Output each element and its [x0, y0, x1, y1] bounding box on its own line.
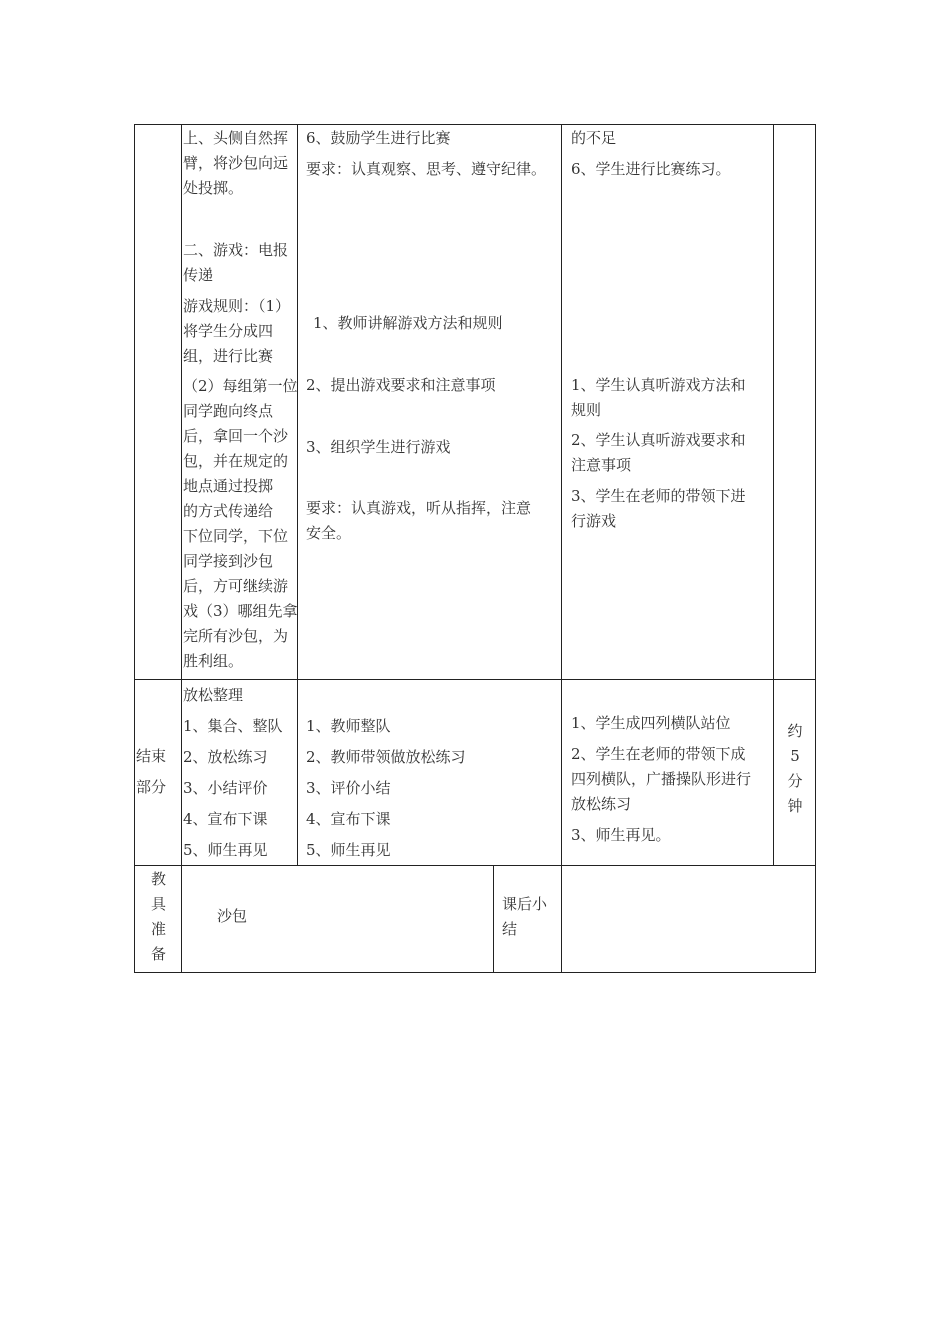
teacher-requirement-line: 安全。: [306, 524, 352, 542]
student-activity-line: 四列横队，广播操队形进行: [571, 770, 752, 788]
student-activity-line: 1、学生认真听游戏方法和: [571, 376, 746, 394]
game-rules-detail: [183, 374, 298, 674]
section-label-line: 部分: [136, 778, 167, 796]
student-activity-block: [571, 742, 751, 817]
time-char: 分: [787, 772, 803, 790]
label-char: 备: [150, 945, 166, 963]
student-activity-block: [571, 373, 746, 423]
content-line: 地点通过投掷: [183, 477, 274, 495]
content-line: 后，方可继续游: [183, 577, 289, 595]
time-char: 5: [790, 747, 800, 765]
teacher-activity-line: 2、提出游戏要求和注意事项: [306, 376, 496, 394]
equipment-label: [136, 867, 181, 967]
content-line: 将学生分成四: [183, 322, 274, 340]
content-line: （2）每组第一位: [183, 377, 298, 395]
teacher-requirement-block: [306, 496, 531, 546]
table-right-border: [815, 124, 816, 973]
content-line: 5、师生再见: [183, 841, 268, 859]
content-line: 胜利组。: [183, 652, 244, 670]
student-activity-block: [571, 428, 746, 478]
table-left-border: [134, 124, 135, 973]
col-divider-footer-mid: [493, 865, 494, 973]
time-char: 钟: [787, 797, 803, 815]
student-activity-line: 放松练习: [571, 795, 632, 813]
end-teacher-column: [306, 711, 466, 866]
content-line: 2、放松练习: [183, 748, 268, 766]
content-line: 臂，将沙包向远: [183, 154, 289, 172]
section-label-line: 结束: [136, 747, 167, 765]
student-activity-line: 1、学生成四列横队站位: [571, 714, 731, 732]
student-activity-line: 行游戏: [571, 512, 617, 530]
content-line: 放松整理: [183, 686, 244, 704]
end-content-column: [183, 680, 283, 866]
end-time-label: [775, 719, 815, 819]
label-char: 具: [150, 895, 166, 913]
teacher-activity-line: 3、评价小结: [306, 779, 391, 797]
teacher-requirement-line: 要求：认真观察、思考、遵守纪律。: [306, 160, 547, 178]
main-content-column: [183, 126, 288, 201]
label-line: 结: [502, 920, 518, 938]
col-divider-3: [561, 124, 562, 973]
teacher-activity-line: 2、教师带领做放松练习: [306, 748, 466, 766]
content-line: 后，拿回一个沙: [183, 427, 289, 445]
teacher-activity-line: 4、宣布下课: [306, 810, 391, 828]
content-line: 1、集合、整队: [183, 717, 283, 735]
student-activity-line: 的不足: [571, 129, 617, 147]
student-activity-line: 2、学生在老师的带领下成: [571, 745, 746, 763]
summary-label: [502, 892, 547, 942]
student-activity-line: 注意事项: [571, 456, 632, 474]
student-activity-line: 规则: [571, 401, 602, 419]
content-line: 同学跑向终点: [183, 402, 274, 420]
content-line: 传递: [183, 266, 214, 284]
content-line: 二、游戏：电报: [183, 241, 289, 259]
teacher-activity-line: 1、教师整队: [306, 717, 391, 735]
student-activity-line: 6、学生进行比赛练习。: [571, 160, 731, 178]
label-char: 教: [150, 870, 166, 888]
content-line: 戏（3）哪组先拿: [183, 602, 298, 620]
content-line: 下位同学，下位: [183, 527, 289, 545]
end-section-label: [136, 741, 166, 803]
content-line: 3、小结评价: [183, 779, 268, 797]
teacher-activity-line: 6、鼓励学生进行比赛: [306, 129, 451, 147]
teacher-requirement-line: 要求：认真游戏，听从指挥，注意: [306, 499, 532, 517]
teacher-activity-line: 1、教师讲解游戏方法和规则: [313, 314, 503, 332]
content-line: 4、宣布下课: [183, 810, 268, 828]
student-activity-line: 3、师生再见。: [571, 826, 671, 844]
content-line: 游戏规则：（1）: [183, 297, 291, 315]
teacher-activity-line: 3、组织学生进行游戏: [306, 438, 451, 456]
col-divider-4: [773, 124, 774, 866]
label-line: 课后小: [502, 895, 548, 913]
label-char: 准: [150, 920, 166, 938]
content-line: 完所有沙包，为: [183, 627, 289, 645]
col-divider-1: [181, 124, 182, 973]
content-line: 的方式传递给: [183, 502, 274, 520]
table-top-border: [134, 124, 815, 125]
content-line: 包，并在规定的: [183, 452, 289, 470]
time-char: 约: [787, 722, 803, 740]
content-line: 组，进行比赛: [183, 347, 274, 365]
table-bottom-border: [134, 972, 815, 973]
teacher-activity-line: 5、师生再见: [306, 841, 391, 859]
student-activity-block: [571, 484, 746, 534]
game-title: [183, 238, 288, 288]
student-activity-line: 3、学生在老师的带领下进: [571, 487, 746, 505]
content-line: 上、头侧自然挥: [183, 129, 289, 147]
game-rules-intro: [183, 294, 290, 369]
equipment-value: 沙包: [217, 907, 248, 925]
student-activity-line: 2、学生认真听游戏要求和: [571, 431, 746, 449]
content-line: 处投掷。: [183, 179, 244, 197]
content-line: 同学接到沙包: [183, 552, 274, 570]
